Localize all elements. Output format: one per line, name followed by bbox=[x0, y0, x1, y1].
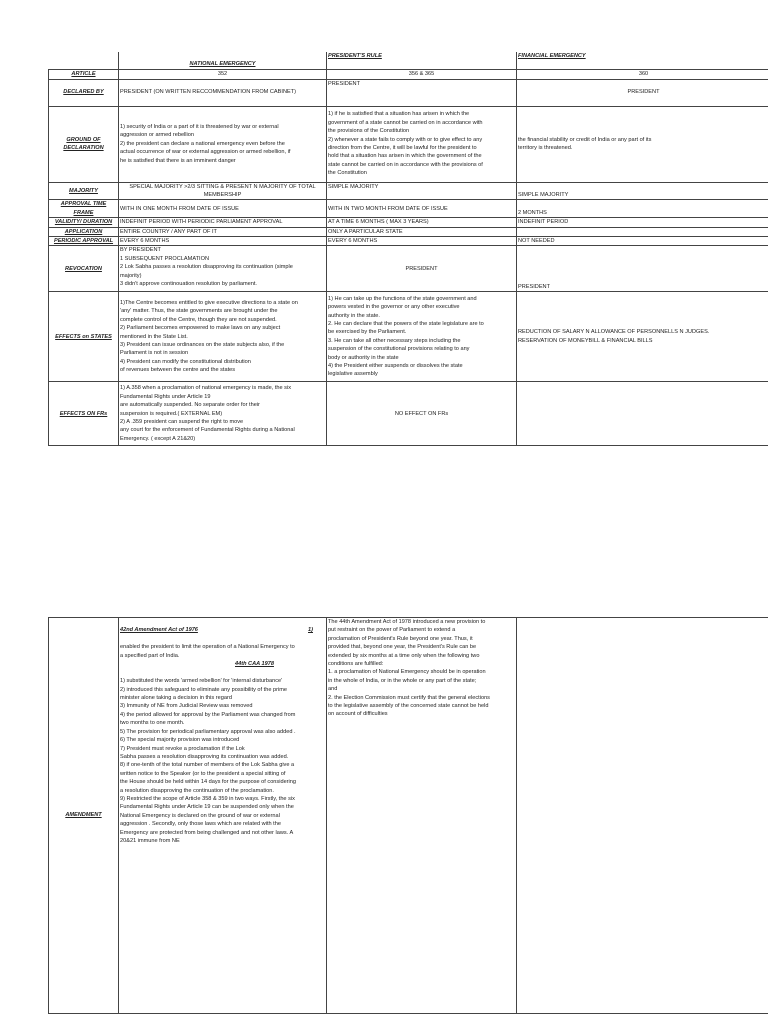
cell-periodic-pr: EVERY 6 MONTHS bbox=[327, 236, 517, 245]
cell-validity-fe: INDEFINIT PERIOD bbox=[517, 218, 768, 227]
cell-effects-states-pr: 1) He can take up the functions of the state government and powers vested in the governor or any other executive authority in the state. 2. He can declare that the powers of the state legislature are to be exercised by the Parliament. 3. He can take all other necessary steps including the suspension of the constitutional provisions relating to any body or authority in the state 4) the President either suspends or dissolves the state legislative assembly bbox=[327, 292, 517, 382]
label-validity: VALIDITY/ DURATION bbox=[49, 218, 119, 227]
emergency-comparison-table bbox=[48, 52, 768, 446]
cell-majority-pr: SIMPLE MAJORITY bbox=[327, 182, 517, 200]
header-blank bbox=[49, 52, 119, 69]
cell-revocation-pr: PRESIDENT bbox=[327, 246, 517, 292]
amendment-ne-body: 1) substituted the words 'armed rebellion' for 'internal disturbance' 2) introduced this safeguard to eliminate any possibility of the prime minister alone taking a decision in this regard 3) Immunity of NE from Judicial Review was removed 4) the period allowed for approval by the Parliament was changed from two months to one month. 5) The provision for periodical parliamentary approval was also added . 6) The special majority provision was introduced 7) President must revoke a proclamation if the Lok Sabha passes a resolution disapproving its continuation was added. 8) if one-tenth of the total number of members of the Lok Sabha give a written notice to the Speaker (or to the president a special sitting of the House should be held within 14 days for the purpose of considering a resolution disapproving the continuation of the proclamation. 9) Restricted the scope of Article 358 & 359 in two ways. Firstly, the six Fundamental Rights under Article 19 can be suspended only when the National Emergency is declared on the ground of war or external aggression . Secondly, only those laws which are related with the Emergency are protected from being challenged and not other laws. A 20&21 immune from NE bbox=[120, 678, 297, 844]
cell-ground-fe: the financial stability or credit of India or any part of its territory is threatened. bbox=[517, 106, 768, 182]
cell-approval-fe: 2 MONTHS bbox=[517, 200, 768, 218]
cell-application-fe bbox=[517, 227, 768, 236]
cell-article-pr: 356 & 365 bbox=[327, 69, 517, 79]
row-periodic bbox=[49, 236, 768, 245]
cell-effects-states-fe: REDUCTION OF SALARY N ALLOWANCE OF PERSONNELLS N JUDGES. RESERVATION OF MONEYBILL & FINANCIAL BILLS bbox=[517, 292, 768, 382]
cell-revocation-ne: BY PRESIDENT 1 SUBSEQUENT PROCLAMATION 2 Lok Sabha passes a resolution disapproving its continuation (simple majority) 3 didn't approve continouation resolution by parliament. bbox=[119, 246, 327, 292]
header-financial-emergency: FINANCIAL EMERGENCY bbox=[517, 52, 768, 69]
cell-validity-pr: AT A TIME 6 MONTHS ( MAX 3 YEARS) bbox=[327, 218, 517, 227]
header-row bbox=[49, 52, 768, 69]
cell-periodic-ne: EVERY 6 MONTHS bbox=[119, 236, 327, 245]
amendment-42nd-heading: 42nd Amendment Act of 1976 bbox=[120, 627, 198, 634]
cell-effects-states-ne: 1)The Centre becomes entitled to give executive directions to a state on 'any' matter. Thus, the state governments are brought under the complete control of the Centre, though they are not suspended. 2) Parliament becomes empowered to make laws on any subject mentioned in the State List. 3) President can issue ordinances on the state subjects also, if the Parliament is not in session 4) President can modify the constitutional distribution of revenues between the centre and the states bbox=[119, 292, 327, 382]
cell-ground-pr: 1) if he is satisfied that a situation has arisen in which the government of a state cannot be carried on in accordance with the provisions of the Constitution 2) whenever a state fails to comply with or to give effect to any direction from the Centre, it will be lawful for the president to hold that a situation has arisen in which the government of the state cannot be carried on in accordance with the provisions of the Constitution bbox=[327, 106, 517, 182]
row-declared-by bbox=[49, 79, 768, 106]
row-article bbox=[49, 69, 768, 79]
cell-declared-pr: PRESIDENT bbox=[327, 79, 517, 106]
cell-application-pr: ONLY A PARTICULAR STATE bbox=[327, 227, 517, 236]
label-article: ARTICLE bbox=[49, 69, 119, 79]
row-application bbox=[49, 227, 768, 236]
cell-application-ne: ENTIRE COUNTRY / ANY PART OF IT bbox=[119, 227, 327, 236]
cell-amendment-pr: The 44th Amendment Act of 1978 introduced a new provision to put restraint on the power of Parliament to extend a proclamation of President's Rule beyond one year. Thus, it provided that, beyond one year, the President's Rule can be extended by six months at a time only when the following two conditions are fulfilled: 1. a proclamation of National Emergency should be in operation in the whole of India, or in the whole or any part of the state; and 2. the Election Commission must certify that the general elections to the legislative assembly of the concerned state cannot be held on account of difficulties bbox=[327, 618, 517, 1014]
row-approval-time bbox=[49, 200, 768, 218]
row-amendment bbox=[49, 618, 768, 1014]
cell-article-ne: 352 bbox=[119, 69, 327, 79]
row-effects-states bbox=[49, 292, 768, 382]
cell-effects-frs-fe bbox=[517, 382, 768, 446]
cell-amendment-ne bbox=[119, 618, 327, 1014]
cell-effects-frs-pr: NO EFFECT ON FRs bbox=[327, 382, 517, 446]
row-majority bbox=[49, 182, 768, 200]
cell-amendment-fe bbox=[517, 618, 768, 1014]
label-amendment: AMENDMENT bbox=[49, 618, 119, 1014]
cell-majority-fe: SIMPLE MAJORITY bbox=[517, 182, 768, 200]
label-effects-frs: EFFECTS ON FRs bbox=[49, 382, 119, 446]
cell-validity-ne: INDEFINIT PERIOD WITH PERIODIC PARLIAMENT APPROVAL bbox=[119, 218, 327, 227]
amendment-42nd-heading-num: 1) bbox=[308, 627, 313, 634]
label-declared-by: DECLARED BY bbox=[49, 79, 119, 106]
header-presidents-rule: PRESIDENT'S RULE bbox=[327, 52, 517, 69]
label-periodic: PERIODIC APPROVAL bbox=[49, 236, 119, 245]
header-national-emergency: NATIONAL EMERGENCY bbox=[119, 52, 327, 69]
cell-revocation-fe: PRESIDENT bbox=[517, 246, 768, 292]
row-ground bbox=[49, 106, 768, 182]
cell-approval-pr: WITH IN TWO MONTH FROM DATE OF ISSUE bbox=[327, 200, 517, 218]
label-application: APPLICATION bbox=[49, 227, 119, 236]
cell-periodic-fe: NOT NEEDED bbox=[517, 236, 768, 245]
cell-majority-ne: SPECIAL MAJORITY >2/3 SITTING & PRESENT N MAJORITY OF TOTAL MEMBERSHIP bbox=[119, 182, 327, 200]
cell-ground-ne: 1) security of India or a part of it is threatened by war or external aggression or armed rebellion 2) the president can declare a national emergency even before the actual occurrence of war or external aggression or armed rebellion, if he is satisfied that there is an imminent danger bbox=[119, 106, 327, 182]
amendment-44th-subheading: 44th CAA 1978 bbox=[235, 661, 274, 668]
amendment-42nd-point: enabled the president to limit the operation of a National Emergency to a specified part of India. bbox=[120, 644, 295, 659]
label-ground: GROUND OF DECLARATION bbox=[49, 106, 119, 182]
amendment-table bbox=[48, 617, 768, 1014]
row-effects-frs bbox=[49, 382, 768, 446]
label-revocation: REVOCATION bbox=[49, 246, 119, 292]
label-majority: MAJORITY bbox=[49, 182, 119, 200]
cell-effects-frs-ne: 1) A.358 when a proclamation of national emergency is made, the six Fundamental Rights under Article 19 are automatically suspended. No separate order for their suspension is required.( EXTERNAL EM) 2) A .359 president can suspend the right to move any court for the enforcement of Fundamental Rights during a National Emergency. ( except A 21&20) bbox=[119, 382, 327, 446]
cell-approval-ne: WITH IN ONE MONTH FROM DATE OF ISSUE bbox=[119, 200, 327, 218]
cell-declared-fe: PRESIDENT bbox=[517, 79, 768, 106]
amendment-42nd-heading-line bbox=[120, 626, 325, 634]
label-approval-time: APPROVAL TIME FRAME bbox=[49, 200, 119, 218]
label-effects-states: EFFECTS on STATES bbox=[49, 292, 119, 382]
cell-declared-ne: PRESIDENT (ON WRITTEN RECCOMMENDATION FROM CABINET) bbox=[119, 79, 327, 106]
row-validity bbox=[49, 218, 768, 227]
row-revocation bbox=[49, 246, 768, 292]
cell-article-fe: 360 bbox=[517, 69, 768, 79]
